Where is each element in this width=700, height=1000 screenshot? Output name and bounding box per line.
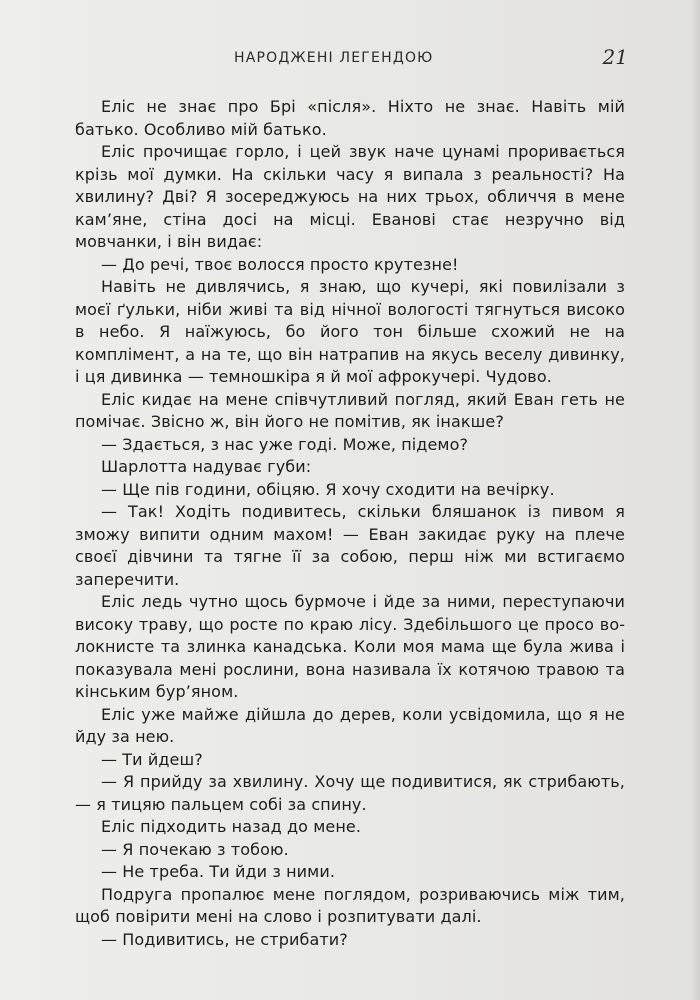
paragraph: Еліс ледь чутно щось бурмоче і йде за ними, переступаючи високу траву, що росте по краю лісу. Здебільшого це просо волокнисте та злинка канадська. Коли моя мама ще була жива і показувала мені рослини, вона називала їх котячою травою та кінським бур’яном.	[75, 592, 625, 701]
paragraph: Еліс кидає на мене співчутливий погляд, який Еван геть не помічає. Звісно ж, він його не помітив, як інакше?	[75, 389, 625, 431]
paragraph: Еліс не знає про Брі «після». Ніхто не знає. Навіть мій батько. Особливо мій батько.	[75, 97, 625, 139]
paragraph: Еліс уже майже дійшла до дерев, коли усвідомила, що я не йду за нею.	[75, 704, 625, 746]
paragraph: Подруга пропалює мене поглядом, розриваючись між тим, щоб повірити мені на слово і розпитувати далі.	[75, 884, 625, 926]
paragraph: Навіть не дивлячись, я знаю, що кучері, які повилізали з моєї ґульки, ніби живі та від нічної вологості тягнуться високо в небо. Я наїжуюсь, бо його тон більше схожий не на комплімент, а на те, що він натрапив на якусь веселу дивинку, і ця дивинка — темношкіра я й мої афрокучері. Чудово.	[75, 277, 625, 386]
running-title: НАРОДЖЕНІ ЛЕГЕНДОЮ	[234, 50, 434, 66]
dialogue-line: — Не треба. Ти йди з ними.	[101, 862, 336, 881]
dialogue-line: — До речі, твоє волосся просто крутезне!	[101, 254, 459, 274]
paragraph: Шарлотта надуває губи:	[101, 457, 312, 476]
paragraph: Еліс підходить назад до мене.	[101, 817, 362, 836]
dialogue-line: — Я прийду за хвилину. Хочу ще подивитися, як стрибають, — я тицяю пальцем собі за спину.	[75, 772, 625, 814]
dialogue-line: — Ще пів години, обіцяю. Я хочу сходити на вечірку.	[101, 479, 555, 499]
dialogue-line: — Так! Ходіть подивитесь, скільки бляшанок із пивом я зможу випити одним махом! — Еван закидає руку на плече своєї дівчини та тягне її за собою, перш ніж ми встигаємо заперечити.	[75, 502, 625, 589]
dialogue-line: — Подивитись, не стрибати?	[101, 929, 348, 949]
dialogue-line: — Здається, з нас уже годі. Може, підемо?	[101, 434, 469, 454]
dialogue-line: — Ти йдеш?	[101, 749, 203, 769]
paragraph: Еліс прочищає горло, і цей звук наче цунамі проривається крізь мої думки. На скільки часу я випала з реальності? На хвилину? Дві? Я зосереджуюсь на них трьох, обличчя в мене кам’яне, стіна досі на місці. Евановi стає незручно від мовчанки, і він видає:	[75, 142, 625, 251]
body-text	[75, 96, 625, 951]
dialogue-line: — Я почекаю з тобою.	[101, 839, 289, 859]
page-number: 21	[602, 45, 628, 69]
